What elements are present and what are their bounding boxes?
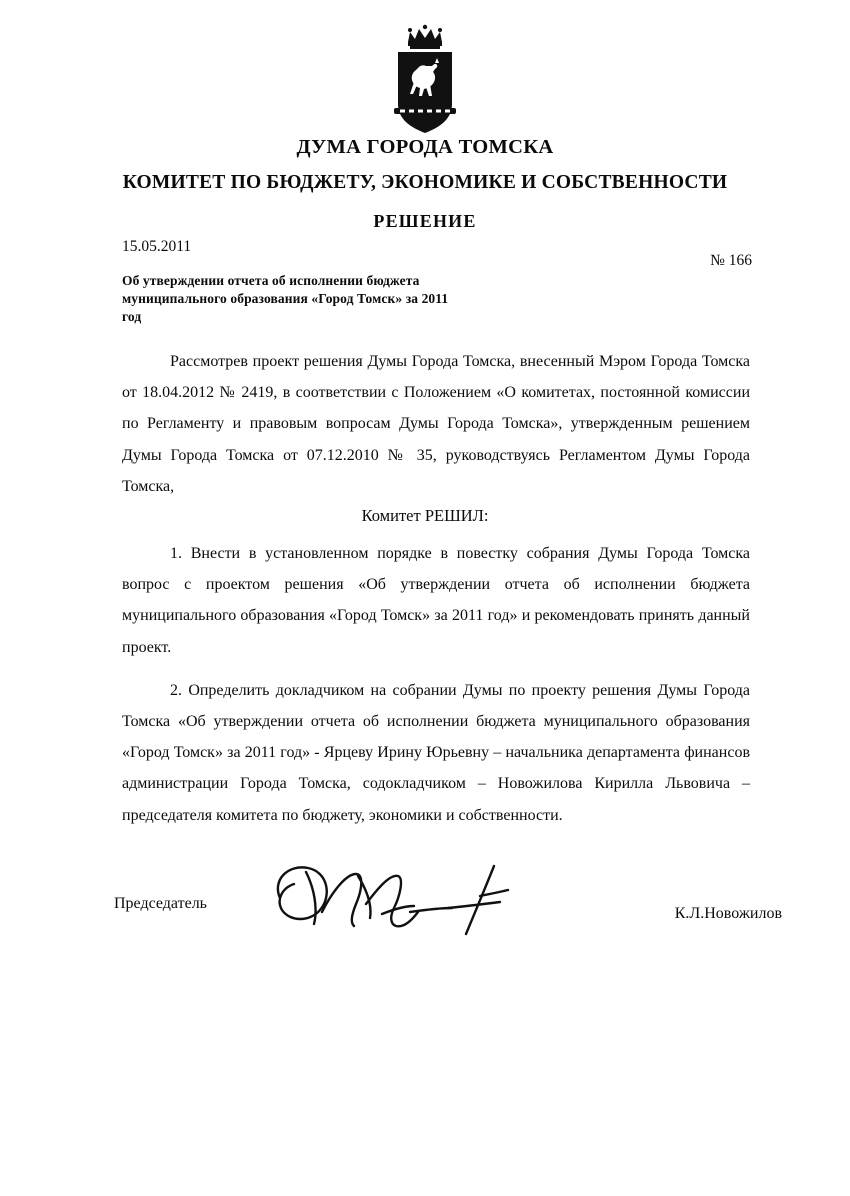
decision-heading: Комитет РЕШИЛ: — [361, 506, 489, 525]
coat-of-arms-container — [0, 22, 850, 139]
document-number: № 166 — [710, 252, 752, 269]
committee-title: КОМИТЕТ ПО БЮДЖЕТУ, ЭКОНОМИКЕ И СОБСТВЕННОСТИ — [122, 172, 728, 193]
clause-item: 2. Определить докладчиком на собрании Думы по проекту решения Думы Города Томска «Об утверждении отчета об исполнении бюджета муниципального образования «Город Томск» за 2011 год» - Ярцеву Ирину Юрьевну – начальника департамента финансов администрации Города Томска, содокладчиком – Новожилова Кирилла Львовича – председателя комитета по бюджету, экономики и собственности. — [122, 681, 750, 824]
preamble — [122, 346, 750, 502]
organization-title: ДУМА ГОРОДА ТОМСКА — [296, 136, 554, 158]
document-date: 15.05.2011 — [122, 238, 192, 255]
clauses-list — [122, 538, 750, 831]
clause-item: 1. Внести в установленном порядке в повестку собрания Думы Города Томска вопрос с проектом решения «Об утверждении отчета об исполнении бюджета муниципального образования «Город Томск» за 2011 год» и рекомендовать принять данный проект. — [122, 545, 750, 656]
signature-mark-icon — [262, 852, 562, 952]
signature-role: Председатель — [114, 895, 207, 912]
signature-name: К.Л.Новожилов — [674, 905, 782, 922]
preamble-paragraph: Рассмотрев проект решения Думы Города Томска, внесенный Мэром Города Томска от 18.04.2012 № 2419, в соответствии с Положением «О комитетах, постоянной комиссии по Регламенту и правовым вопросам Думы Города Томска», утвержденным решением Думы Города Томска от 07.12.2010 № 35, руководствуясь Регламентом Думы Города Томска, — [122, 353, 750, 495]
coat-of-arms-icon — [388, 22, 462, 134]
document-type: РЕШЕНИЕ — [373, 211, 477, 231]
document-subject: Об утверждении отчета об исполнении бюджета муниципального образования «Город Томск» за 2011 год — [122, 273, 449, 325]
